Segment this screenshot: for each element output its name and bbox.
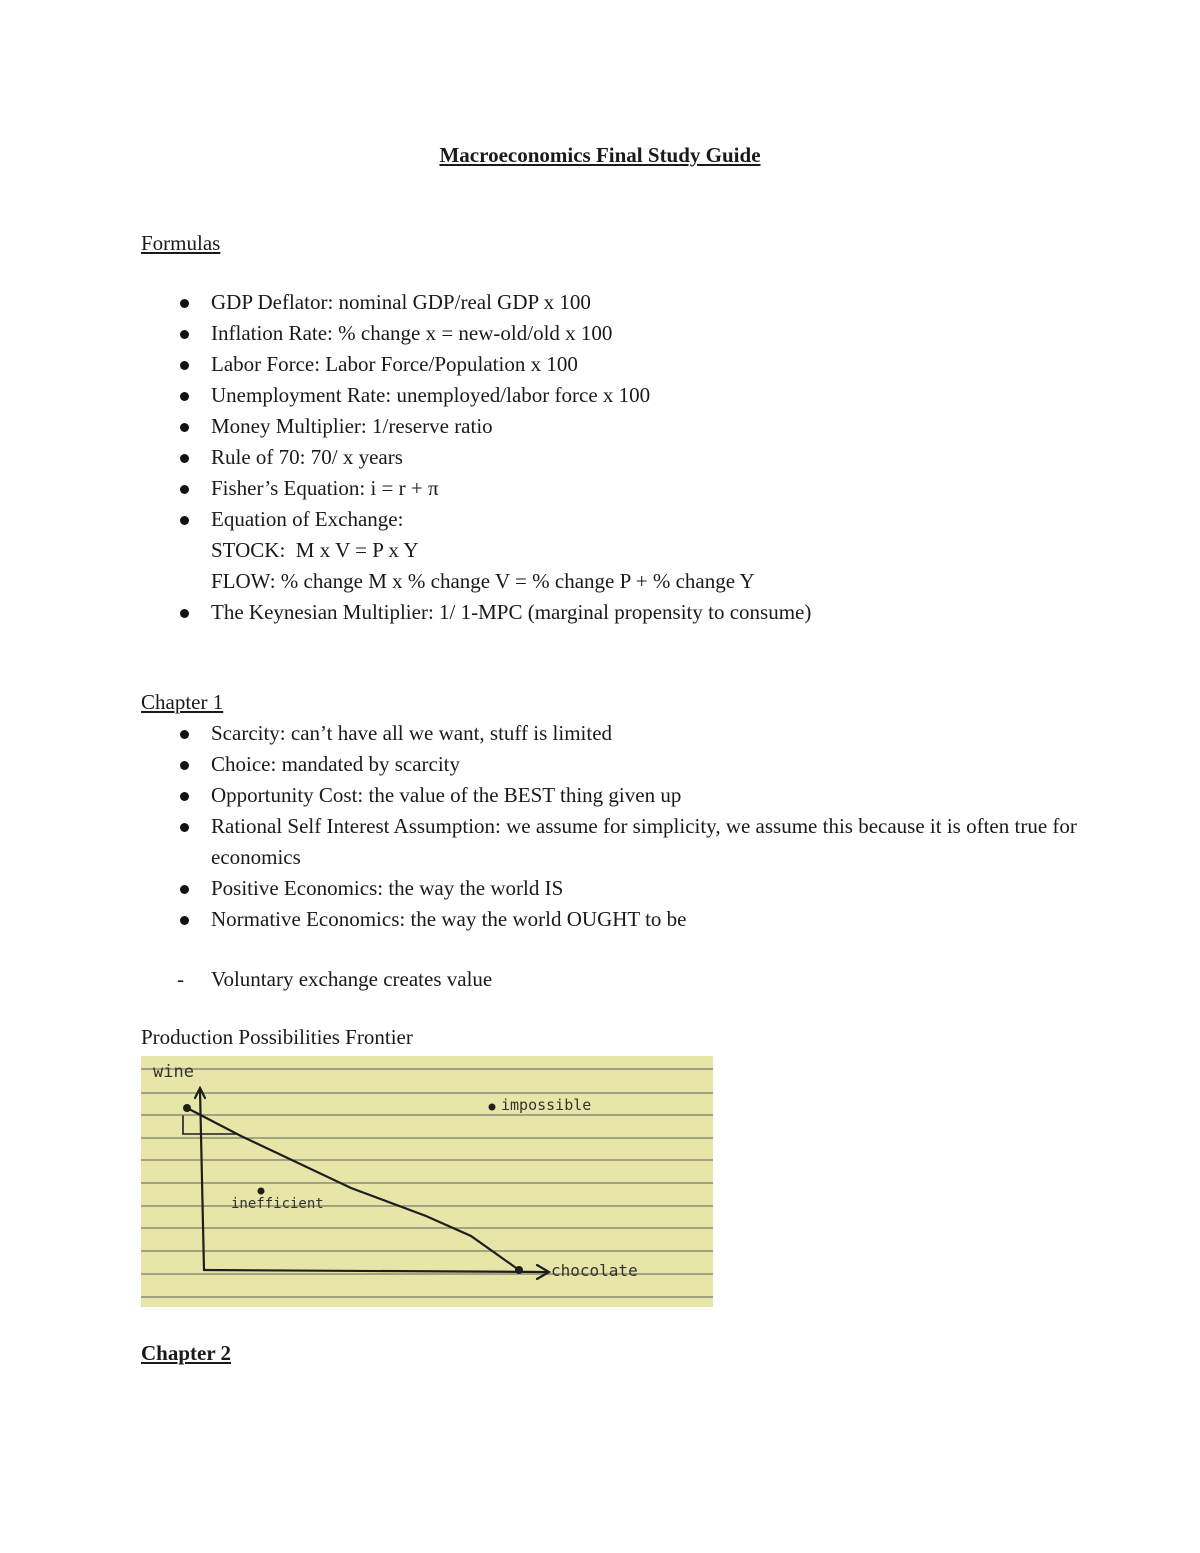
bullet-icon	[180, 916, 189, 925]
bullet-icon	[180, 392, 189, 401]
bullet-icon	[180, 885, 189, 894]
bullet-icon	[180, 823, 189, 832]
equation-stock: STOCK: M x V = P x Y	[211, 538, 419, 562]
list-item: Fisher’s Equation: i = r + π	[141, 473, 1081, 504]
inefficient-point	[258, 1188, 265, 1195]
list-item: - Voluntary exchange creates value	[141, 964, 1081, 995]
list-item: Labor Force: Labor Force/Population x 100	[141, 349, 1081, 380]
bullet-icon	[180, 299, 189, 308]
inefficient-label: inefficient	[231, 1196, 324, 1212]
list-item: Money Multiplier: 1/reserve ratio	[141, 411, 1081, 442]
dash-icon: -	[177, 967, 184, 991]
formulas-list	[141, 287, 1081, 628]
bullet-icon	[180, 423, 189, 432]
ppf-heading: Production Possibilities Frontier	[141, 1025, 413, 1049]
list-item: GDP Deflator: nominal GDP/real GDP x 100	[141, 287, 1081, 318]
chapter1-dash-list	[141, 964, 1081, 995]
ppf-sketch	[141, 1056, 713, 1307]
list-item: Choice: mandated by scarcity	[141, 749, 1081, 780]
x-axis-label: chocolate	[551, 1261, 638, 1280]
bullet-icon	[180, 792, 189, 801]
bullet-icon	[180, 330, 189, 339]
list-item: Opportunity Cost: the value of the BEST thing given up	[141, 780, 1081, 811]
bullet-icon	[180, 361, 189, 370]
list-item: Rational Self Interest Assumption: we assume for simplicity, we assume this because it is often true for economics	[141, 811, 1081, 873]
bullet-icon	[180, 516, 189, 525]
list-item: Rule of 70: 70/ x years	[141, 442, 1081, 473]
bullet-icon	[180, 485, 189, 494]
chapter1-heading: Chapter 1	[141, 690, 224, 714]
list-item: The Keynesian Multiplier: 1/ 1-MPC (marginal propensity to consume)	[141, 597, 1081, 628]
bullet-icon	[180, 761, 189, 770]
impossible-label: impossible	[501, 1096, 592, 1114]
impossible-point	[489, 1104, 496, 1111]
page-title: Macroeconomics Final Study Guide	[439, 143, 761, 167]
list-item: Inflation Rate: % change x = new-old/old x 100	[141, 318, 1081, 349]
equation-flow: FLOW: % change M x % change V = % change P + % change Y	[211, 569, 755, 593]
chapter2-heading: Chapter 2	[141, 1341, 232, 1365]
chapter1-list	[141, 718, 1081, 935]
list-item: Normative Economics: the way the world OUGHT to be	[141, 904, 1081, 935]
ppf-intercept-dot	[515, 1266, 523, 1274]
list-item: Scarcity: can’t have all we want, stuff is limited	[141, 718, 1081, 749]
bullet-icon	[180, 609, 189, 618]
list-item: Positive Economics: the way the world IS	[141, 873, 1081, 904]
list-item: Unemployment Rate: unemployed/labor force x 100	[141, 380, 1081, 411]
equation-of-exchange-item	[141, 504, 1081, 597]
bullet-icon	[180, 454, 189, 463]
y-axis-label: wine	[153, 1062, 194, 1082]
formulas-heading: Formulas	[141, 231, 221, 255]
equation-of-exchange-label: Equation of Exchange:	[211, 507, 404, 531]
ppf-intercept-dot	[183, 1104, 191, 1112]
bullet-icon	[180, 730, 189, 739]
